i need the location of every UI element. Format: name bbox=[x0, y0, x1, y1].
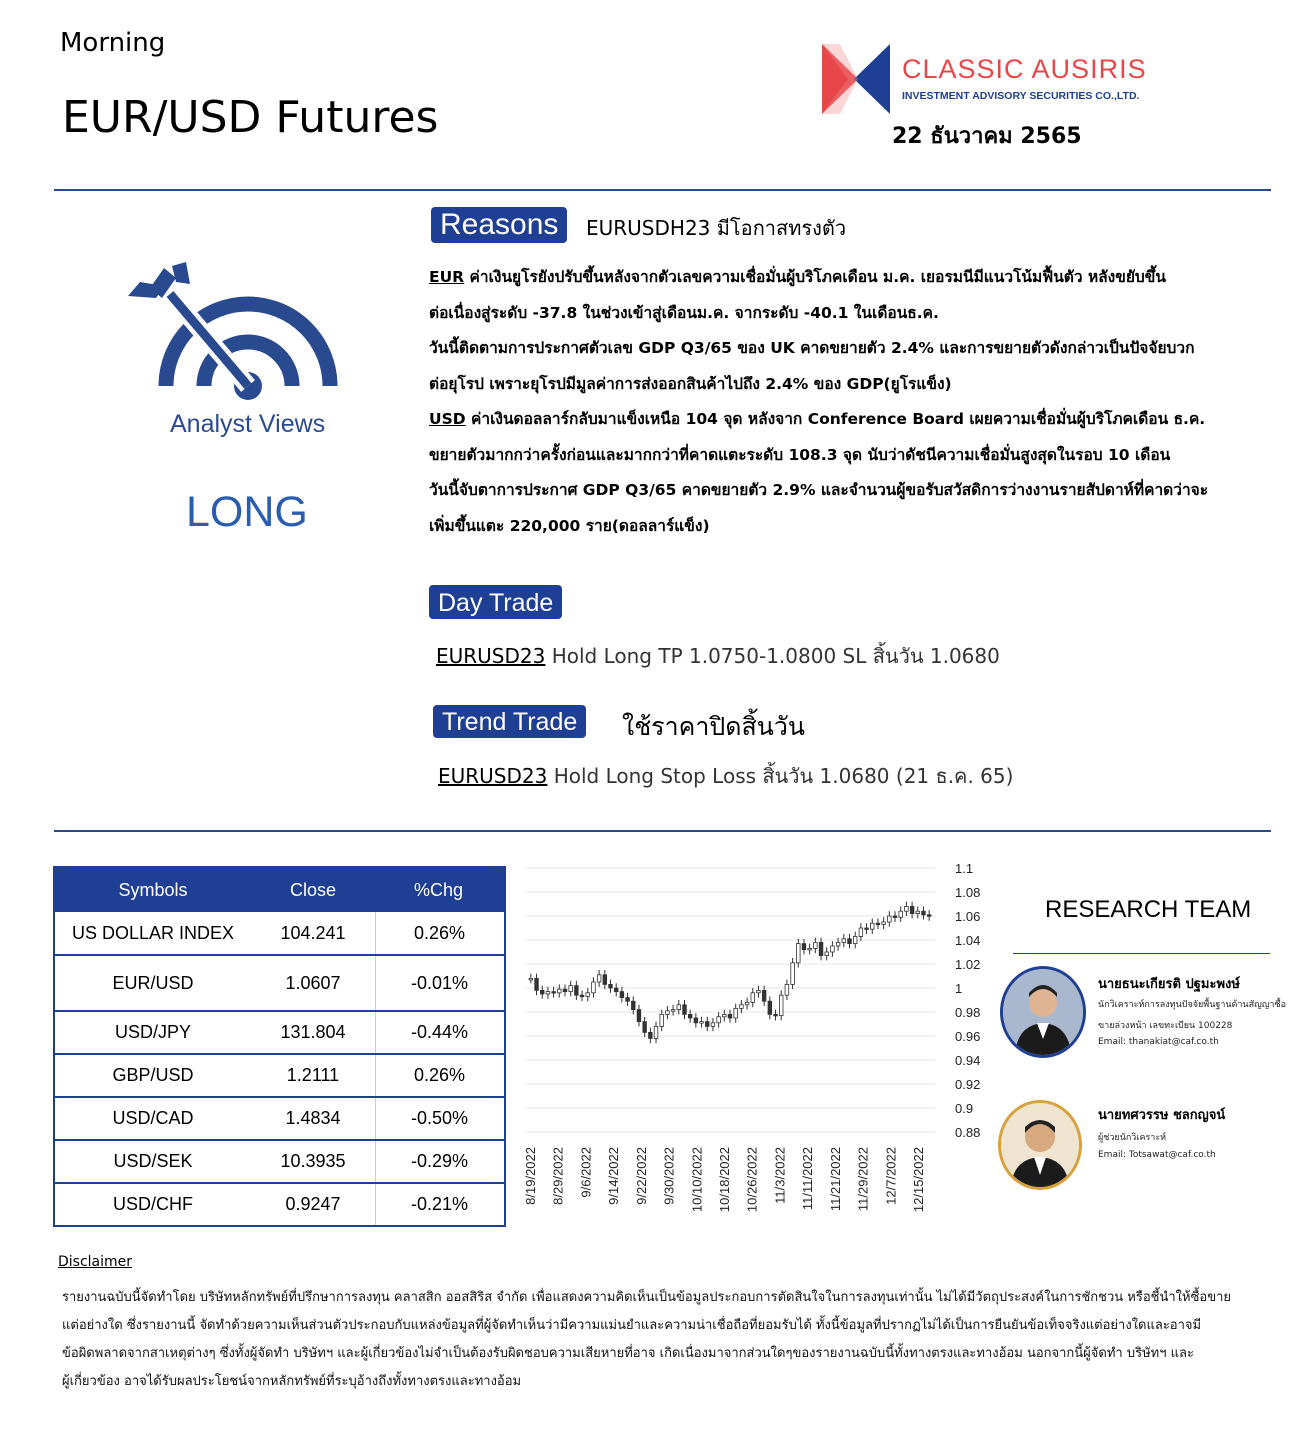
candle bbox=[779, 995, 783, 1015]
candle bbox=[677, 1005, 681, 1010]
eur-text: ค่าเงินยูโรยังปรับขึ้นหลังจากตัวเลขความเชื่อมั่นผู้บริโภคเดือน ม.ค. เยอรมนีมีแนวโน้มฟื้นตัว หลังขยับขึ้น bbox=[464, 268, 1166, 286]
chg-cell: -0.21% bbox=[410, 1194, 469, 1214]
candle bbox=[717, 1017, 721, 1023]
candle bbox=[694, 1018, 698, 1023]
member-name: นายทศวรรษ ชลกญจน์ bbox=[1098, 1108, 1226, 1123]
usd-text: ค่าเงินดอลลาร์กลับมาแข็งเหนือ 104 จุด หลังจาก Conference Board เผยความเชื่อมั่นผู้บริโภคเดือน ธ.ค. bbox=[465, 410, 1206, 428]
candle bbox=[660, 1014, 664, 1026]
candle bbox=[609, 984, 613, 988]
candle bbox=[569, 986, 573, 992]
candle bbox=[882, 922, 886, 924]
eur-reason-line bbox=[429, 264, 1166, 289]
candle bbox=[888, 916, 892, 922]
candle bbox=[922, 911, 926, 915]
report-date: 22 ธันวาคม 2565 bbox=[892, 124, 1082, 149]
candle bbox=[575, 986, 579, 996]
disclaimer-line: รายงานฉบับนี้จัดทำโดย บริษัทหลักทรัพย์ที่ปรึกษาการลงทุน คลาสสิก ออสสิริส จำกัด เพื่อแสดงความคิดเห็นเป็นข้อมูลประกอบการตัดสินใจในการลงทุนเท่านั้น ไม่ได้มีวัตถุประสงค์ในการชักชวน หรือชี้นำให้ซื้อขาย bbox=[62, 1290, 1232, 1305]
day-trade-text bbox=[436, 640, 1000, 672]
price-chart bbox=[515, 855, 995, 1245]
eur-label: EUR bbox=[429, 268, 465, 286]
divider bbox=[54, 830, 1271, 832]
x-tick-label: 10/26/2022 bbox=[744, 1147, 760, 1213]
candle bbox=[910, 906, 914, 913]
chg-cell: 0.26% bbox=[413, 1065, 466, 1085]
disclaimer-line: แต่อย่างใด ซึ่งรายงานนี้ จัดทำด้วยความเห็นส่วนตัวประกอบกับแหล่งข้อมูลที่ผู้จัดทำเห็นว่ามีความแม่นยำและความน่าเชื่อถือที่ยอมรับได้ ทั้งนี้ข้อมูลที่ปรากฏไม่ได้เป็นการยืนยันข้อเท็จจริงแต่อย่างใดและอาจมี bbox=[62, 1318, 1202, 1333]
symbol-cell: USD/JPY bbox=[114, 1022, 192, 1042]
candle bbox=[791, 963, 795, 985]
candle bbox=[734, 1008, 738, 1018]
x-tick-label: 9/30/2022 bbox=[661, 1147, 677, 1205]
candle bbox=[540, 990, 544, 994]
candle bbox=[688, 1014, 692, 1018]
candle bbox=[649, 1032, 653, 1038]
disclaimer-line: ข้อผิดพลาดจากสาเหตุต่างๆ ซึ่งทั้งผู้จัดทำ บริษัทฯ และผู้เกี่ยวข้องไม่จำเป็นต้องรับผิดชอบความเสียหายที่อาจ เกิดเนื่องมาจากส่วนใดๆของรายงานฉบับนี้ทั้งทางตรงและทางอ้อม นอกจากนี้ผู้จัดทำ บริษัทฯ และ bbox=[62, 1346, 1194, 1361]
candle bbox=[666, 1011, 670, 1015]
candle bbox=[893, 916, 897, 918]
candle bbox=[802, 944, 806, 950]
candle bbox=[728, 1014, 732, 1018]
candle bbox=[654, 1026, 658, 1038]
column-header: Symbols bbox=[118, 879, 188, 900]
brand-logo bbox=[820, 42, 1180, 116]
symbol-cell: USD/SEK bbox=[113, 1151, 193, 1171]
chg-cell: -0.29% bbox=[410, 1151, 469, 1171]
usd-reason-line: วันนี้จับตาการประกาศ GDP Q3/65 คาดขยายตัว 2.9% และจำนวนผู้ขอรับสวัสดิการว่างงานรายสัปดาห์ที่คาดว่าจะ bbox=[429, 481, 1209, 499]
member-email: Email: thanakiat@caf.co.th bbox=[1098, 1037, 1219, 1047]
y-tick-label: 0.9 bbox=[955, 1101, 974, 1116]
candle bbox=[905, 906, 909, 911]
candle bbox=[870, 923, 874, 929]
y-tick-label: 0.92 bbox=[955, 1077, 981, 1092]
candle bbox=[700, 1022, 704, 1024]
trend-trade-note: ใช้ราคาปิดสิ้นวัน bbox=[622, 712, 805, 741]
candle bbox=[631, 1001, 635, 1009]
position-label: LONG bbox=[186, 488, 308, 536]
usd-reason-line bbox=[429, 406, 1205, 431]
close-cell: 1.0607 bbox=[251, 956, 376, 1010]
avatar bbox=[1000, 966, 1086, 1058]
brand-name: CLASSIC AUSIRIS bbox=[902, 54, 1147, 84]
x-tick-label: 12/15/2022 bbox=[911, 1147, 926, 1213]
candle bbox=[597, 975, 601, 982]
y-tick-label: 0.98 bbox=[955, 1005, 981, 1020]
candle bbox=[762, 990, 766, 1001]
chg-cell: 0.26% bbox=[413, 922, 466, 943]
candle bbox=[535, 978, 539, 990]
target-icon bbox=[120, 258, 350, 408]
candle bbox=[768, 1001, 772, 1014]
x-tick-label: 11/29/2022 bbox=[855, 1147, 871, 1212]
y-tick-label: 1.02 bbox=[955, 957, 981, 972]
candle bbox=[546, 992, 550, 994]
candle bbox=[671, 1010, 675, 1012]
quotes-table bbox=[53, 866, 506, 1227]
candle bbox=[825, 952, 829, 956]
eur-reason-line: ต่อเนื่องสู่ระดับ -37.8 ในช่วงเข้าสู่เดือนม.ค. จากระดับ -40.1 ในเดือนธ.ค. bbox=[429, 304, 939, 322]
research-team-title: RESEARCH TEAM bbox=[1045, 896, 1252, 923]
candle bbox=[529, 978, 533, 980]
table-row bbox=[55, 1184, 504, 1225]
eur-reason-line: วันนี้ติดตามการประกาศตัวเลข GDP Q3/65 ของ UK คาดขยายตัว 2.4% และการขยายตัวดังกล่าวเป็นปัจจัยบวก bbox=[429, 339, 1195, 357]
eur-reason-line: ต่อยุโรป เพราะยุโรปมีมูลค่าการส่งออกสินค้าไปถึง 2.4% ของ GDP(ยูโรแข็ง) bbox=[429, 375, 952, 393]
column-header: Close bbox=[289, 879, 337, 900]
candle bbox=[819, 942, 823, 955]
candle bbox=[785, 984, 789, 995]
member-role: นักวิเคราะห์การลงทุนปัจจัยพื้นฐานด้านสัญญาซื้อ bbox=[1098, 1000, 1286, 1010]
close-cell: 10.3935 bbox=[251, 1141, 376, 1182]
candle bbox=[876, 923, 880, 925]
y-tick-label: 0.94 bbox=[955, 1053, 981, 1068]
candle bbox=[620, 992, 624, 998]
candle bbox=[831, 946, 835, 952]
y-tick-label: 1.06 bbox=[955, 909, 981, 924]
x-tick-label: 12/7/2022 bbox=[883, 1147, 899, 1205]
avatar bbox=[998, 1100, 1082, 1190]
candle bbox=[740, 1005, 744, 1009]
candle bbox=[592, 982, 596, 993]
candle bbox=[643, 1022, 647, 1033]
report-title: EUR/USD Futures bbox=[62, 92, 439, 143]
candle bbox=[586, 993, 590, 997]
candle bbox=[711, 1023, 715, 1027]
trend-trade-detail: Hold Long Stop Loss สิ้นวัน 1.0680 (21 ธ.ค. 65) bbox=[547, 764, 1014, 788]
reasons-badge: Reasons bbox=[431, 207, 567, 243]
candle bbox=[557, 989, 561, 993]
symbol-cell: EUR/USD bbox=[112, 972, 194, 993]
x-tick-label: 8/29/2022 bbox=[550, 1147, 566, 1205]
member-role: ผู้ช่วยนักวิเคราะห์ bbox=[1098, 1133, 1167, 1143]
close-cell: 0.9247 bbox=[251, 1184, 376, 1225]
close-cell: 131.804 bbox=[251, 1012, 376, 1053]
candle bbox=[723, 1014, 727, 1016]
symbol-cell: US DOLLAR INDEX bbox=[71, 922, 235, 943]
usd-label: USD bbox=[429, 410, 466, 428]
chg-cell: -0.01% bbox=[410, 972, 469, 993]
candle bbox=[916, 911, 920, 913]
usd-reason-line: เพิ่มขึ้นแตะ 220,000 ราย(ดอลลาร์แข็ง) bbox=[429, 517, 710, 535]
candle bbox=[859, 928, 863, 936]
symbol-cell: GBP/USD bbox=[112, 1065, 194, 1085]
candle bbox=[836, 942, 840, 946]
candle bbox=[848, 939, 852, 944]
brand-mark-icon bbox=[820, 42, 892, 116]
trend-trade-symbol: EURUSD23 bbox=[438, 764, 548, 788]
table-row bbox=[55, 912, 504, 956]
candle bbox=[814, 942, 818, 948]
symbol-cell: USD/CAD bbox=[112, 1108, 194, 1128]
table-row bbox=[55, 1012, 504, 1055]
candle bbox=[614, 988, 618, 992]
y-tick-label: 0.88 bbox=[955, 1125, 981, 1140]
close-cell: 1.2111 bbox=[251, 1055, 376, 1096]
team-divider bbox=[1013, 953, 1270, 954]
x-tick-label: 9/6/2022 bbox=[578, 1147, 594, 1198]
x-tick-label: 11/21/2022 bbox=[827, 1147, 843, 1212]
day-trade-detail: Hold Long TP 1.0750-1.0800 SL สิ้นวัน 1.0680 bbox=[545, 644, 1000, 668]
candle bbox=[626, 998, 630, 1002]
candle bbox=[757, 990, 761, 992]
candle bbox=[745, 1002, 749, 1004]
y-tick-label: 0.96 bbox=[955, 1029, 981, 1044]
close-cell: 1.4834 bbox=[251, 1098, 376, 1139]
member-role: ขายล่วงหน้า เลขทะเบียน 100228 bbox=[1098, 1021, 1233, 1031]
x-tick-label: 10/10/2022 bbox=[689, 1147, 705, 1213]
usd-reason-line: ขยายตัวมากกว่าครั้งก่อนและมากกว่าที่คาดแตะระดับ 108.3 จุด นับว่าดัชนีความเชื่อมั่นสูงสุดในรอบ 10 เดือน bbox=[429, 446, 1171, 464]
candle bbox=[842, 939, 846, 943]
candle bbox=[603, 975, 607, 985]
candle bbox=[580, 995, 584, 997]
close-cell: 104.241 bbox=[251, 912, 376, 954]
candle bbox=[683, 1005, 687, 1015]
chg-cell: -0.44% bbox=[410, 1022, 469, 1042]
candle bbox=[899, 911, 903, 917]
chg-cell: -0.50% bbox=[410, 1108, 469, 1128]
candle bbox=[865, 928, 869, 930]
x-tick-label: 10/18/2022 bbox=[717, 1147, 732, 1213]
candle bbox=[751, 993, 755, 1003]
candle bbox=[796, 944, 800, 963]
y-tick-label: 1.1 bbox=[955, 861, 974, 876]
table-row bbox=[55, 956, 504, 1012]
candle bbox=[705, 1022, 709, 1027]
candle bbox=[637, 1010, 641, 1022]
column-header: %Chg bbox=[413, 879, 464, 900]
x-tick-label: 9/14/2022 bbox=[606, 1147, 622, 1205]
reasons-headline: EURUSDH23 มีโอกาสทรงตัว bbox=[586, 216, 847, 240]
x-tick-label: 8/19/2022 bbox=[523, 1147, 538, 1205]
y-tick-label: 1 bbox=[955, 981, 963, 996]
y-tick-label: 1.04 bbox=[955, 933, 981, 948]
candle bbox=[563, 989, 567, 991]
day-trade-badge: Day Trade bbox=[429, 585, 562, 619]
disclaimer-title: Disclaimer bbox=[58, 1254, 133, 1270]
candle bbox=[552, 992, 556, 994]
analyst-views-label: Analyst Views bbox=[170, 410, 326, 438]
member-email: Email: Totsawat@caf.co.th bbox=[1098, 1150, 1216, 1160]
candle bbox=[927, 915, 931, 917]
day-trade-symbol: EURUSD23 bbox=[436, 644, 546, 668]
table-row bbox=[55, 1055, 504, 1098]
x-tick-label: 9/22/2022 bbox=[633, 1147, 649, 1205]
trend-trade-badge: Trend Trade bbox=[433, 705, 586, 738]
disclaimer-line: ผู้เกี่ยวข้อง อาจได้รับผลประโยชน์จากหลักทรัพย์ที่ระบุอ้างถึงทั้งทางตรงและทางอ้อม bbox=[62, 1374, 522, 1389]
y-tick-label: 1.08 bbox=[955, 885, 981, 900]
brand-subtitle: INVESTMENT ADVISORY SECURITIES CO.,LTD. bbox=[902, 90, 1140, 102]
trend-trade-text bbox=[438, 760, 1013, 792]
session-label: Morning bbox=[60, 28, 166, 58]
table-row bbox=[55, 1098, 504, 1141]
symbol-cell: USD/CHF bbox=[113, 1194, 193, 1214]
candle bbox=[808, 948, 812, 950]
table-row bbox=[55, 1141, 504, 1184]
candle bbox=[774, 1014, 778, 1016]
member-name: นายธนะเกียรติ ปฐมะพงษ์ bbox=[1098, 977, 1240, 992]
table-header bbox=[55, 868, 504, 912]
divider bbox=[54, 189, 1271, 191]
x-tick-label: 11/11/2022 bbox=[800, 1147, 816, 1211]
candle bbox=[853, 936, 857, 943]
x-tick-label: 11/3/2022 bbox=[772, 1147, 788, 1204]
